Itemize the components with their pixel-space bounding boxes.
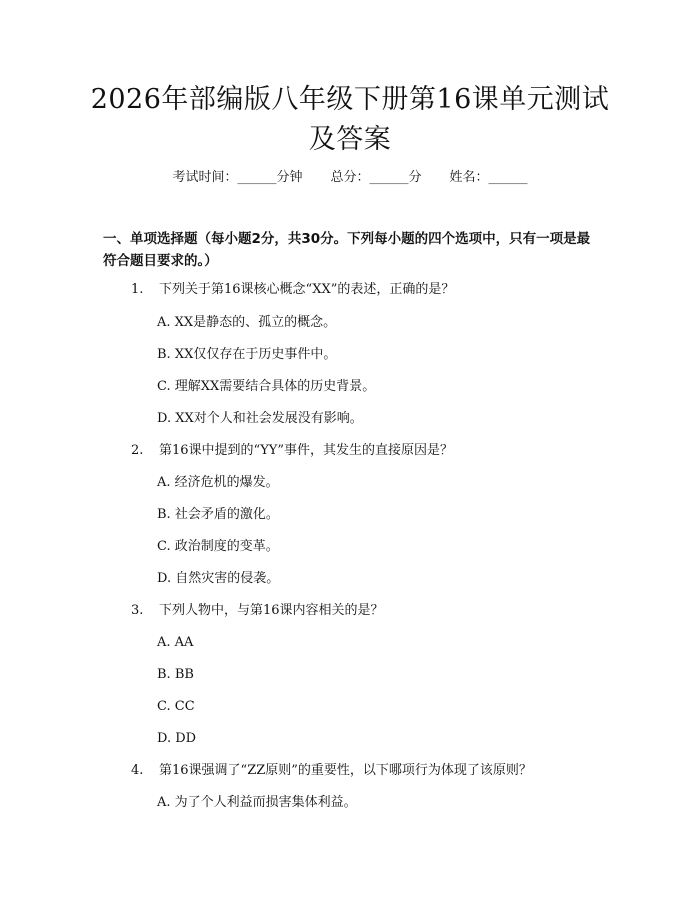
option-2d: D. 自然灾害的侵袭。 — [157, 571, 280, 586]
question-number: 3. — [131, 603, 144, 618]
option-3a: A. AA — [157, 635, 194, 650]
question-text: 第16课中提到的“YY”事件，其发生的直接原因是？ — [159, 443, 453, 458]
option-1c: C. 理解XX需要结合具体的历史背景。 — [157, 379, 376, 394]
option-2a: A. 经济危机的爆发。 — [157, 475, 279, 490]
question-number: 2. — [131, 443, 144, 458]
student-name-field: 姓名：______ — [449, 170, 528, 185]
total-score-field: 总分：______分 — [330, 170, 422, 185]
option-4a: A. 为了个人利益而损害集体利益。 — [157, 795, 357, 810]
option-1a: A. XX是静态的、孤立的概念。 — [157, 315, 337, 330]
question-number: 1. — [131, 282, 144, 297]
option-3b: B. BB — [157, 667, 194, 682]
question-text: 下列人物中，与第16课内容相关的是？ — [159, 603, 384, 618]
question-3 — [131, 601, 384, 621]
option-2c: C. 政治制度的变革。 — [157, 539, 279, 554]
question-text: 下列关于第16课核心概念“XX”的表述，正确的是？ — [159, 282, 455, 297]
option-3d: D. DD — [157, 731, 197, 746]
question-text: 第16课强调了“ZZ原则”的重要性，以下哪项行为体现了该原则？ — [159, 763, 532, 778]
document-title: 2026年部编版八年级下册第16课单元测试及答案 — [90, 84, 610, 155]
option-2b: B. 社会矛盾的激化。 — [157, 507, 279, 522]
question-number: 4. — [131, 763, 144, 778]
option-1d: D. XX对个人和社会发展没有影响。 — [157, 411, 363, 426]
exam-time-field: 考试时间：______分钟 — [172, 170, 303, 185]
exam-info-line — [0, 168, 700, 188]
option-3c: C. CC — [157, 699, 195, 714]
option-1b: B. XX仅仅存在于历史事件中。 — [157, 347, 337, 362]
question-1 — [131, 280, 454, 300]
section-heading: 一、单项选择题（每小题2分，共30分。下列每小题的四个选项中，只有一项是最符合题目要求的。） — [103, 231, 591, 269]
question-4 — [131, 761, 532, 781]
question-2 — [131, 441, 453, 461]
